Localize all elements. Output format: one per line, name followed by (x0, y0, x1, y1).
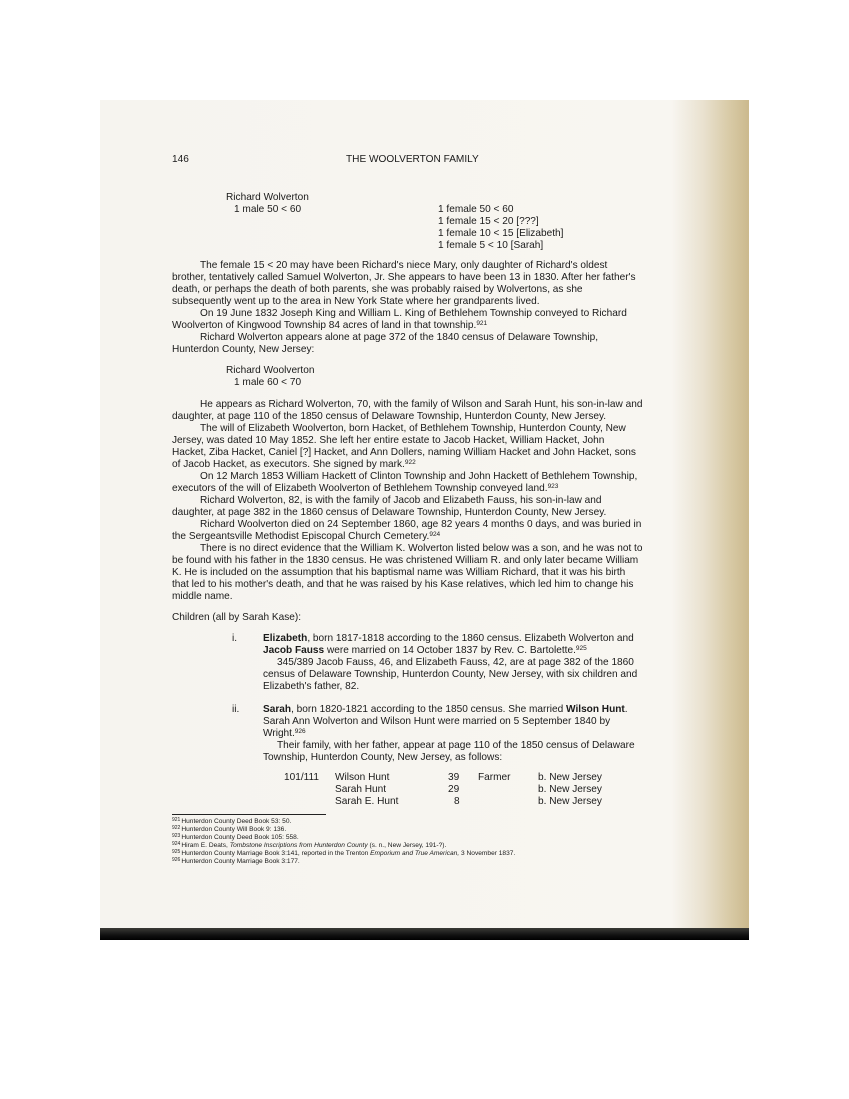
body-line: Sarah Ann Wolverton and Wilson Hunt were married on 5 September 1840 by (263, 716, 611, 727)
body-line: The will of Elizabeth Woolverton, born Hacket, of Bethlehem Township, Hunterdon County, New (200, 423, 626, 434)
body-line: Elizabeth, born 1817-1818 according to the 1860 census. Elizabeth Wolverton and (263, 633, 634, 644)
body-line: Wright.$^{926}$ (263, 728, 306, 739)
cell-birthplace: b. New Jersey (538, 796, 602, 807)
body-line: Jacob Fauss were married on 14 October 1837 by Rev. C. Bartolette.$^{925}$ (263, 645, 587, 656)
body-line: that led to his mother's death, and that he was raised by his Kase relatives, which led him to change his (172, 579, 634, 590)
cell-name: Wilson Hunt (335, 772, 390, 783)
census-1830-female: 1 female 15 < 20 [???] (438, 216, 539, 227)
cell-name: Sarah Hunt (335, 784, 387, 795)
cell-age: 8 (454, 796, 460, 807)
body-line: Township, Hunterdon County, New Jersey, as follows: (263, 752, 503, 763)
body-line: He appears as Richard Wolverton, 70, with the family of Wilson and Sarah Hunt, his son-in-law and (200, 399, 643, 410)
body-line: Their family, with her father, appear at page 110 of the 1850 census of Delaware (277, 740, 635, 751)
census-1830-name: Richard Wolverton (226, 192, 309, 203)
census-1830-male: 1 male 50 < 60 (234, 204, 302, 215)
footnote: $^{923}$Hunterdon County Deed Book 105: 558. (172, 833, 299, 841)
child-name: Elizabeth (263, 633, 308, 644)
footnote: $^{922}$Hunterdon County Will Book 9: 136. (172, 825, 287, 833)
footnote-ref: 925 (575, 645, 587, 652)
cell-occupation: Farmer (478, 772, 511, 783)
body-line: Richard Woolverton died on 24 September 1860, age 82 years 4 months 0 days, and was buried in (200, 519, 642, 530)
body-line: Richard Wolverton appears alone at page 372 of the 1840 census of Delaware Township, (200, 332, 599, 343)
table-row (0, 784, 602, 797)
cell-age: 29 (448, 784, 460, 795)
footnote-ref: 924 (429, 531, 441, 538)
cell-birthplace: b. New Jersey (538, 784, 602, 795)
body-line: of Jacob Hacket, as executors. She signed by mark.$^{922}$ (172, 459, 416, 470)
census-1830-female: 1 female 5 < 10 [Sarah] (438, 240, 544, 251)
footnote: $^{924}$Hiram E. Deats, Tombstone Inscriptions from Hunterdon County (s. n., New Jersey, 191-?). (172, 841, 447, 849)
footnote-ref: 922 (404, 459, 416, 466)
body-line: There is no direct evidence that the William K. Wolverton listed below was a son, and he was not to (200, 543, 643, 554)
body-line: middle name. (172, 591, 233, 602)
body-line: Richard Wolverton, 82, is with the family of Jacob and Elizabeth Fauss, his son-in-law and (200, 495, 602, 506)
child-name: Sarah (263, 704, 292, 715)
footnote: $^{921}$Hunterdon County Deed Book 53: 50. (172, 817, 292, 825)
spouse-name: Jacob Fauss (263, 645, 325, 656)
body-line: subsequently went up to the area in New York State where her grandparents lived. (172, 296, 540, 307)
body-line: On 19 June 1832 Joseph King and William L. King of Bethlehem Township conveyed to Richard (200, 308, 627, 319)
body-line: On 12 March 1853 William Hackett of Clinton Township and John Hackett of Bethlehem Township, (200, 471, 638, 482)
page-number: 146 (172, 154, 189, 165)
footnote-ref: 921 (476, 320, 488, 327)
table-row (0, 772, 602, 785)
census-1830-female: 1 female 50 < 60 (438, 204, 514, 215)
table-row (0, 796, 602, 809)
footnote: $^{926}$Hunterdon County Marriage Book 3:177. (172, 857, 300, 865)
census-1830-female: 1 female 10 < 15 [Elizabeth] (438, 228, 564, 239)
census-1840-name: Richard Woolverton (226, 365, 315, 376)
footnote-ref: 926 (294, 728, 306, 735)
spouse-name: Wilson Hunt (566, 704, 625, 715)
cell-age: 39 (448, 772, 460, 783)
children-heading: Children (all by Sarah Kase): (172, 612, 302, 623)
body-line: daughter, at page 382 in the 1860 census of Delaware Township, Hunterdon County, New Jersey. (172, 507, 607, 518)
body-line: 345/389 Jacob Fauss, 46, and Elizabeth Fauss, 42, are at page 382 of the 1860 (277, 657, 634, 668)
footnote-rule (172, 814, 326, 815)
body-line: Hacket, Ziba Hacket, Caniel [?] Hacket, and Ann Dollers, naming William Hacket and John Hacket, sons (172, 447, 636, 458)
body-line: be found with his father in the 1830 census. He was christened William R. and only later became William (172, 555, 639, 566)
footnote: $^{925}$Hunterdon County Marriage Book 3:141, reported in the Trenton Emporium and True American, 3 November 1837. (172, 849, 516, 857)
body-line: brother, tentatively called Samuel Wolverton, Jr. She appears to have been 13 in 1830. After her father's (172, 272, 636, 283)
body-line: K. He is included on the assumption that his baptismal name was William Richard, that it was his birth (172, 567, 626, 578)
body-line: Jersey, was dated 10 May 1852. She left her entire estate to Jacob Hacket, William Hacket, John (172, 435, 605, 446)
body-line: executors of the will of Elizabeth Woolverton of Bethlehem Township conveyed land.$^{923}$ (172, 483, 559, 494)
body-line: The female 15 < 20 may have been Richard's niece Mary, only daughter of Richard's oldest (200, 260, 608, 271)
page-bottom-shadow (100, 928, 749, 940)
body-line: Woolverton of Kingwood Township 84 acres of land in that township.$^{921}$ (172, 320, 488, 331)
child-numeral: i. (232, 633, 238, 644)
cell-birthplace: b. New Jersey (538, 772, 602, 783)
cell-name: Sarah E. Hunt (335, 796, 399, 807)
body-line: Hunterdon County, New Jersey: (172, 344, 315, 355)
body-line: daughter, at page 110 of the 1850 census of Delaware Township, Hunterdon County, New Jersey. (172, 411, 607, 422)
body-line: Elizabeth's father, 82. (263, 681, 360, 692)
child-numeral: ii. (232, 704, 240, 715)
footnote-ref: 923 (547, 483, 559, 490)
body-line: death, or perhaps the death of both parents, she was probably raised by Wolvertons, as she (172, 284, 583, 295)
running-title: THE WOOLVERTON FAMILY (346, 154, 479, 165)
dwelling-number: 101/111 (284, 772, 319, 783)
body-line: Sarah, born 1820-1821 according to the 1850 census. She married Wilson Hunt. (263, 704, 628, 715)
body-line: the Sergeantsville Methodist Episcopal Church Cemetery.$^{924}$ (172, 531, 441, 542)
census-1840-male: 1 male 60 < 70 (234, 377, 302, 388)
body-line: census of Delaware Township, Hunterdon County, New Jersey, with six children and (263, 669, 638, 680)
